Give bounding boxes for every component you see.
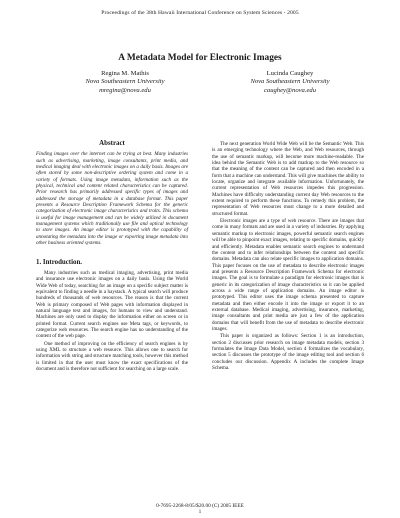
author-email: mregina@nova.edu bbox=[99, 86, 151, 94]
author-email: caughey@nova.edu bbox=[263, 86, 317, 94]
right-column bbox=[212, 141, 364, 371]
author-block-2 bbox=[215, 70, 365, 95]
paper-title: A Metadata Model for Electronic Images bbox=[118, 53, 282, 63]
page-footer bbox=[0, 503, 400, 515]
introduction-heading: 1. Introduction. bbox=[36, 258, 83, 266]
right-paragraph-2: Electronic images are a type of web resource. There are images that come in many formats and are used in a variety of industries. By applying semantic markup to electronic images, powerful semantic search engines will be able to pinpoint exact images, relating to specific domains, quickly and efficiently. Metadata enables semantic search engines to understand the content and to infer relationships between the content and specific domains. Metadata can also relate specific images to application domains. This paper focuses on the use of metadata to describe electronic images and presents a Resource Description Framework Schema for electronic images. The goal is to formulate a paradigm for electronic images that is generic in its categorization of image characteristics so it can be applied across a wide range of application domains. An image editor is prototyped. This editor uses the image schema presented to capture metadata and then either encode it into the image or export it to an external database. Medical imaging, advertising, insurance, marketing, image consultants and print media are just a few of the application domains that will benefit from the use of metadata to describe electronic images. bbox=[212, 218, 364, 332]
running-head: Proceedings of the 38th Hawaii International Conference on System Sciences - 2005 bbox=[101, 10, 299, 16]
intro-paragraph-1: Many industries such as medical imaging, advertising, print media and insurance use electronic images on a daily basis. Using the World Wide Web of today, searching for an image on a specific subject matter is equivalent to finding a needle in a haystack. A typical search will produce hundreds of thousands of web resources. The reason is that the current Web is primary composed of Web pages with information displayed in natural language text and images, for humans to view and understand. Machines are only used to display the information either on screen or in printed format. Current search engines use Meta tags, or keywords, to categorize web resources. The search engine has no understanding of the content of the web page. bbox=[36, 269, 188, 340]
right-paragraph-3: This paper is organized as follows: Section 1 is an introduction, section 2 discusses prior research on image metadata models, section 3 formulates the Image Data Model, section 4 formalizes the vocabulary, section 5 discusses the prototype of the image editing tool and section 6 concludes our discussion. Appendix A includes the complete Image Schema. bbox=[212, 333, 364, 372]
footer-copyright: 0-7695-2268-8/05/$20.00 (C) 2005 IEEE bbox=[156, 503, 244, 509]
abstract-text: Finding images over the internet can be trying at best. Many industries such as advertising, marketing, image consultants, print media, and medical imaging deal with electronic images on a daily basis. Images are often stored by some non-descriptive ordering system and come in a variety of formats. Using image metadata, information such as the physical, technical and content related characteristics can be captured. Prior research has primarily addressed specific types of images and addressed the storage of metadata in a database format. This paper presents a Resource Description Framework Schema for the generic categorization of electronic image characteristics and traits. This schema is useful for image management and can be widely utilized in document management systems which traditionally use file and optical technology to store images. An image editor is prototyped with the capability of annotating the metadata into the image or exporting image metadata into other business oriented systems. bbox=[36, 151, 188, 247]
page-number: 1 bbox=[198, 509, 202, 515]
intro-paragraph-2: One method of improving on the efficiency of search engines is by using XML to structure a web resource. This allows one to search for information with string and structure matching tools, however this method is limited in that the user must know the exact specifications of the document and is therefore not sufficient for searching on a large scale. bbox=[36, 340, 188, 372]
left-column bbox=[36, 141, 188, 372]
abstract-heading: Abstract bbox=[99, 140, 125, 147]
author-name: Regina M. Mathis bbox=[101, 70, 149, 77]
right-paragraph-1: The next generation World Wide Web will be the Semantic Web. This is an emerging technology where the Web, and Web resources, through the use of semantic markup, will become more machine-readable. The idea behind the Semantic Web is to add markup to the Web resource so that the meaning of the content can be captured and then encoded in a form that a machine can understand. This will give machines the ability to locate, organize and integrate available information. Unfortunately, the current representation of Web resources impedes this progression. Machines have difficulty understanding current day Web resources to the extent required to perform these functions. To remedy this problem, the representation of Web resources must change to a more detailed and structured format. bbox=[212, 141, 364, 217]
author-name: Lucinda Caughey bbox=[266, 70, 314, 77]
author-affiliation: Nova Southeastern University bbox=[250, 78, 330, 86]
author-block-1 bbox=[50, 70, 200, 95]
author-affiliation: Nova Southeastern University bbox=[85, 78, 165, 86]
